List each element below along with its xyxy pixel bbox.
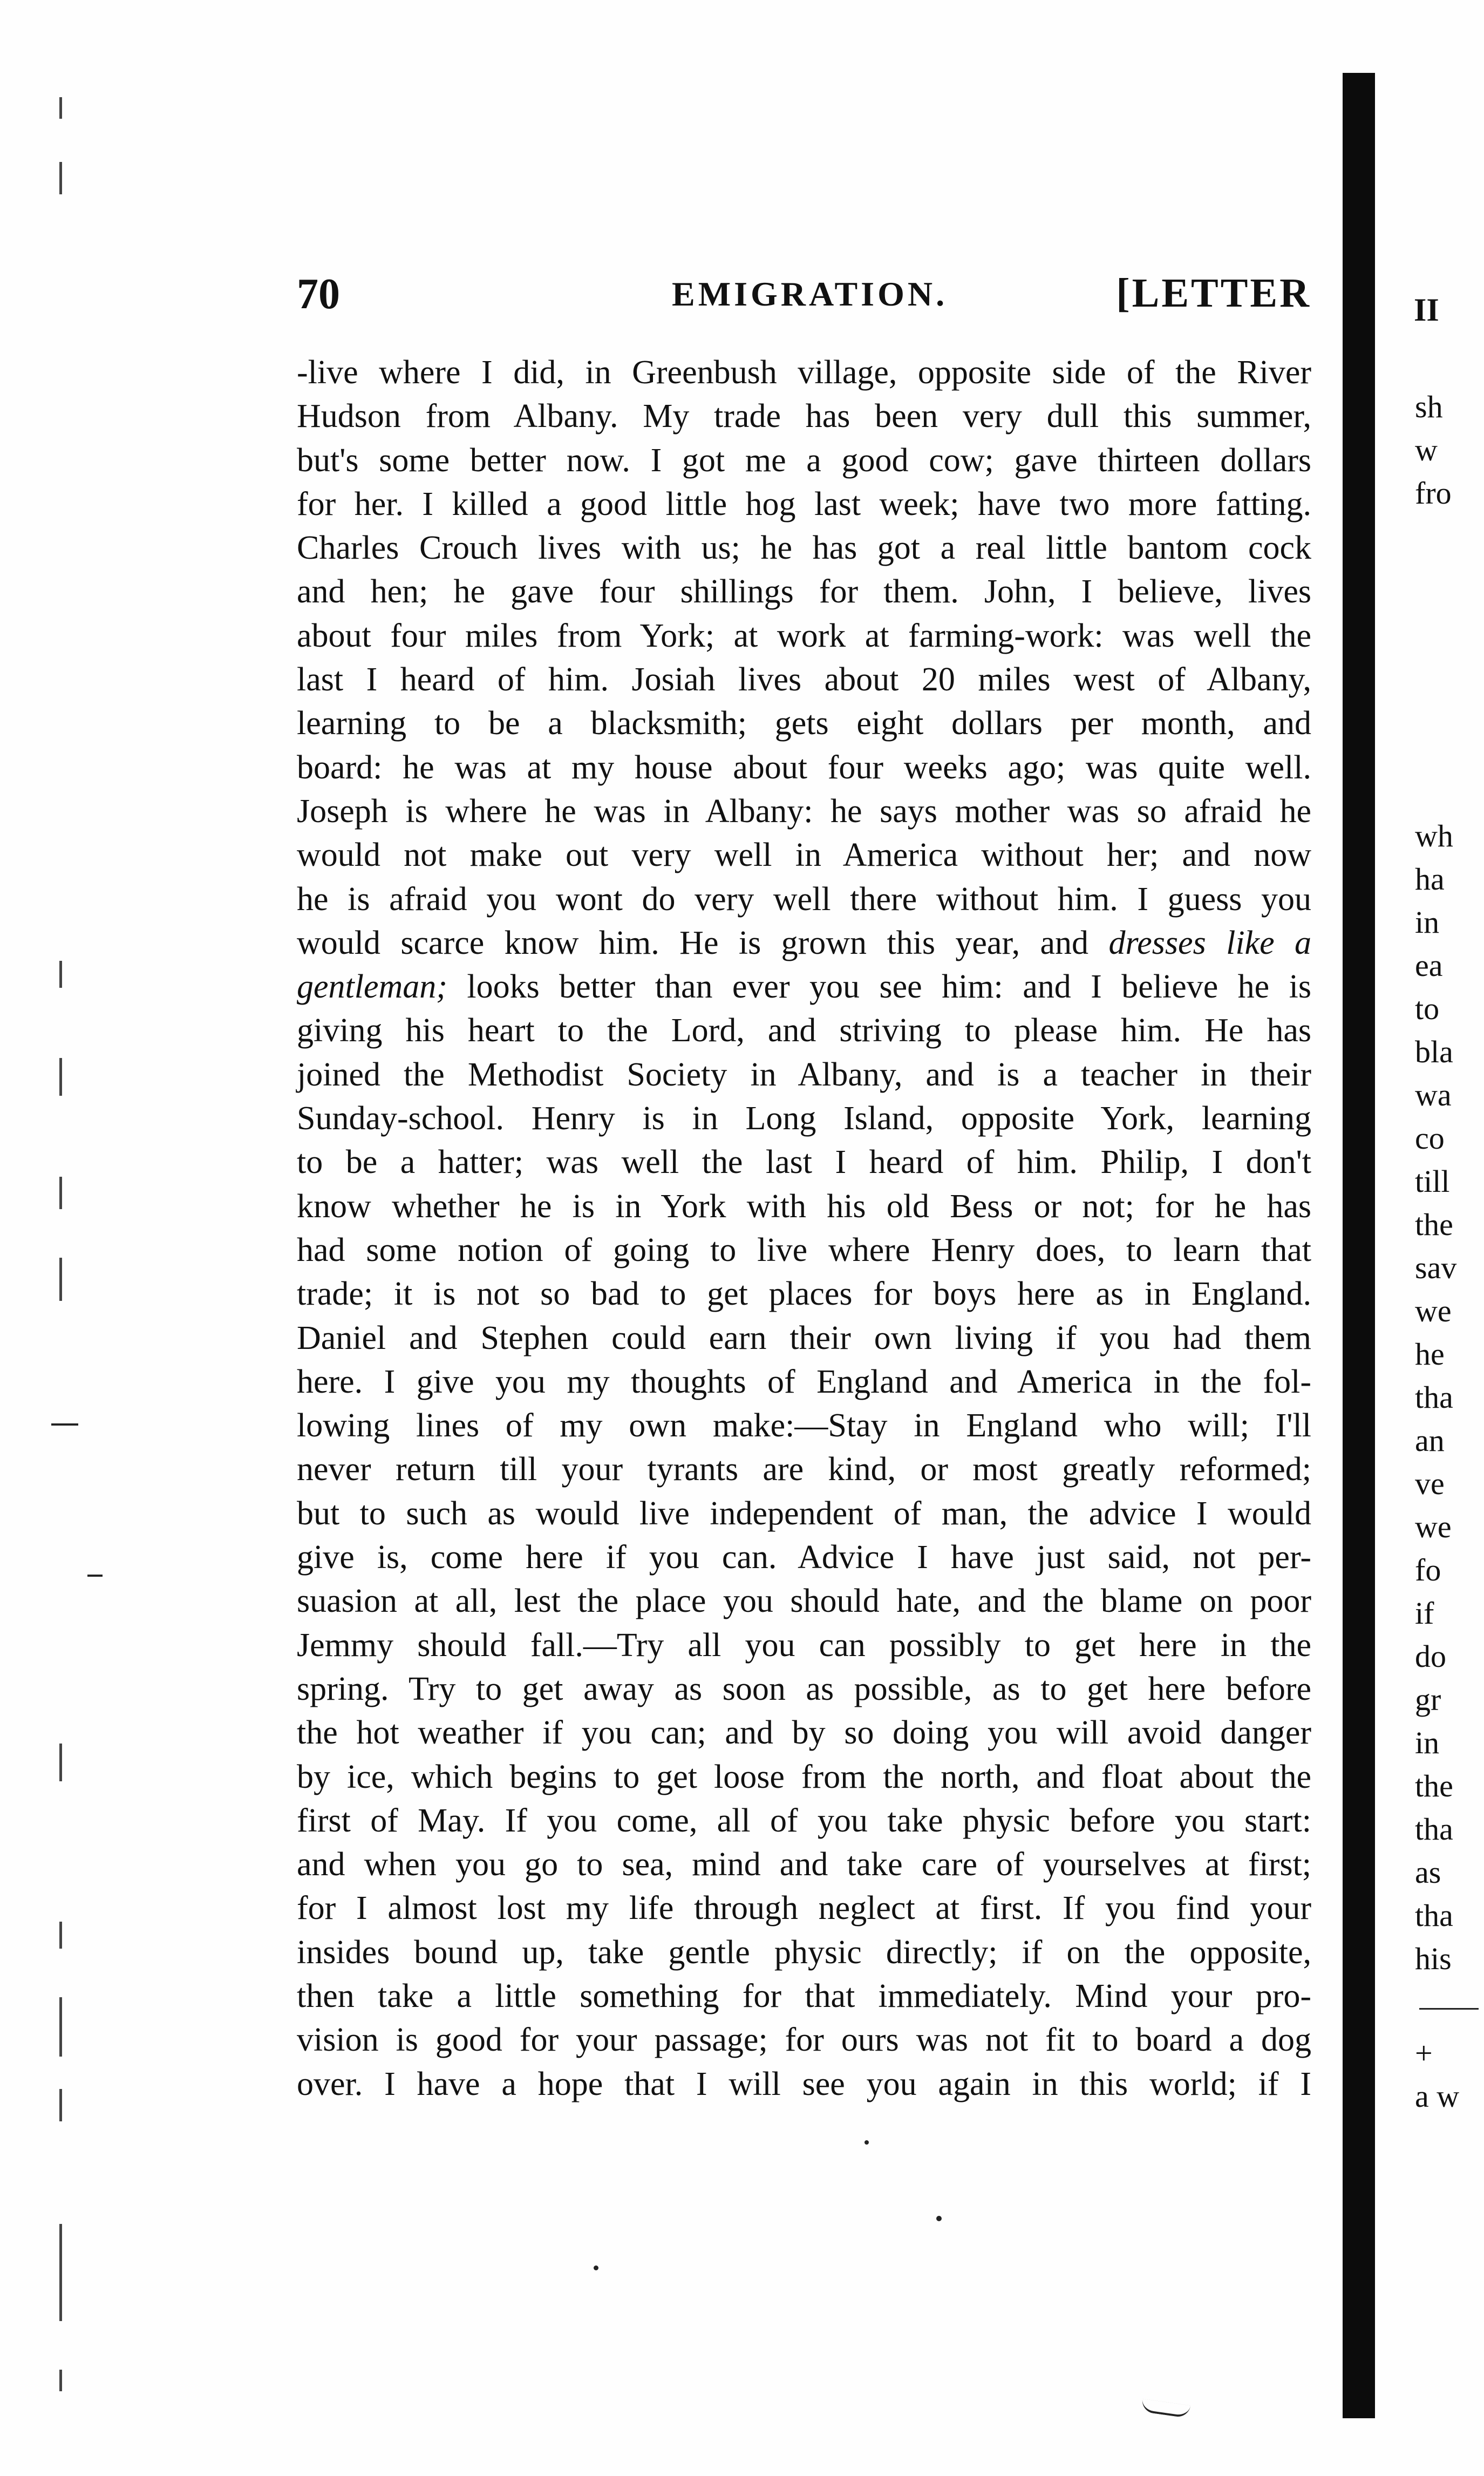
facing-text-fragment: do [1415,1639,1446,1674]
facing-text-fragment: till [1415,1164,1450,1199]
text-line: Hudson from Albany. My trade has been very dull this summer, [297,398,1311,435]
italic-emphasis: gentleman; [297,968,447,1006]
pencil-mark [1141,2399,1190,2418]
facing-text-fragment: fro [1415,476,1452,511]
text-line: -live where I did, in Greenbush village, opposite side of the River [297,354,1311,391]
text-line: spring. Try to get away as soon as possible, as to get here before [297,1670,1311,1707]
text-line: but's some better now. I got me a good cow; gave thirteen dollars [297,442,1311,479]
text-line: and hen; he gave four shillings for them. John, I believe, lives [297,573,1311,610]
facing-rule [1419,2008,1479,2010]
facing-text-fragment: gr [1415,1682,1441,1717]
letter-body [297,351,1311,2106]
text-line: board: he was at my house about four weeks ago; was quite well. [297,749,1311,786]
facing-text-fragment: we [1415,1509,1452,1544]
text-line: over. I have a hope that I will see you again in this world; if I [297,2065,1311,2102]
margin-dash [51,1423,78,1426]
italic-emphasis: dresses like a [1108,924,1311,961]
text-line: Sunday-school. Henry is in Long Island, opposite York, learning [297,1100,1311,1137]
page-number: 70 [297,270,340,318]
text-line: Daniel and Stephen could earn their own living if you had them [297,1319,1311,1356]
facing-text-fragment: if [1415,1596,1434,1631]
facing-text-fragment: co [1415,1121,1445,1156]
facing-text-fragment: the [1415,1207,1453,1242]
book-spine-shadow [1343,73,1375,2418]
text-line: would not make out very well in America without her; and now [297,837,1311,874]
ink-speck [864,2140,869,2145]
text-line: gentleman; looks better than ever you see him: and I believe he is [297,968,1311,1006]
text-line: about four miles from York; at work at farming-work: was well the [297,617,1311,654]
facing-text-fragment: w [1415,432,1438,467]
text-line: lowing lines of my own make:—Stay in England who will; I'll [297,1407,1311,1444]
text-line: insides bound up, take gentle physic directly; if on the opposite, [297,1934,1311,1971]
facing-text-fragment: tha [1415,1898,1453,1933]
facing-text-fragment: in [1415,1725,1440,1760]
facing-text-fragment: sh [1415,389,1443,424]
facing-text-fragment: sav [1415,1250,1457,1285]
page-header [297,270,1311,329]
text-line: Jemmy should fall.—Try all you can possibly to get here in the [297,1626,1311,1664]
facing-text-fragment: in [1415,905,1440,940]
facing-text-fragment: we [1415,1293,1452,1328]
facing-text-fragment: ve [1415,1466,1445,1501]
text-line: would scarce know him. He is grown this year, and dresses like a [297,924,1311,961]
facing-text-fragment: fo [1415,1552,1441,1588]
left-margin-bleed [49,0,81,2476]
facing-text-fragment: he [1415,1337,1445,1372]
facing-text-fragment: wa [1415,1077,1452,1112]
text-line: give is, come here if you can. Advice I have just said, not per- [297,1539,1311,1576]
text-line: by ice, which begins to get loose from the north, and float about the [297,1758,1311,1795]
facing-text-fragment: to [1415,991,1440,1026]
text-line: trade; it is not so bad to get places for boys here as in England. [297,1276,1311,1313]
text-line: Charles Crouch lives with us; he has got a real little bantom cock [297,530,1311,567]
ink-speck [594,2265,598,2270]
ink-speck [936,2216,942,2221]
text-line: had some notion of going to live where Henry does, to learn that [297,1231,1311,1268]
text-line: here. I give you my thoughts of England and America in the fol- [297,1363,1311,1400]
text-line: last I heard of him. Josiah lives about 20 miles west of Albany, [297,661,1311,698]
facing-text-fragment: tha [1415,1380,1453,1415]
text-line: he is afraid you wont do very well there without him. I guess you [297,880,1311,918]
text-line: learning to be a blacksmith; gets eight dollars per month, and [297,705,1311,742]
facing-text-fragment: tha [1415,1812,1453,1847]
facing-page-header: II [1414,292,1439,328]
text-line: to be a hatter; was well the last I heard of him. Philip, I don't [297,1144,1311,1181]
text-line: vision is good for your passage; for ours was not fit to board a dog [297,2021,1311,2059]
facing-text-fragment: the [1415,1768,1453,1803]
facing-text-fragment: bla [1415,1034,1453,1069]
running-title: EMIGRATION. [672,275,948,313]
text-line: then take a little something for that immediately. Mind your pro- [297,1977,1311,2014]
facing-text-fragment: + [1415,2036,1433,2071]
text-line: Joseph is where he was in Albany: he says mother was so afraid he [297,792,1311,830]
section-heading: [LETTER [1116,270,1311,316]
text-line: never return till your tyrants are kind, or most greatly reformed; [297,1451,1311,1488]
facing-text-fragment: a w [1415,2079,1460,2114]
facing-page-edge [1403,0,1484,2476]
text-line: for I almost lost my life through neglect at first. If you find your [297,1890,1311,1927]
facing-text-fragment: wh [1415,818,1453,853]
text-line: for her. I killed a good little hog last week; have two more fatting. [297,485,1311,523]
text-line: know whether he is in York with his old Bess or not; for he has [297,1188,1311,1225]
text-line: first of May. If you come, all of you take physic before you start: [297,1802,1311,1839]
facing-text-fragment: ha [1415,861,1445,897]
facing-text-fragment: ea [1415,948,1443,983]
text-line: joined the Methodist Society in Albany, and is a teacher in their [297,1056,1311,1093]
text-line: and when you go to sea, mind and take care of yourselves at first; [297,1846,1311,1883]
text-line: but to such as would live independent of man, the advice I would [297,1495,1311,1532]
text-line: the hot weather if you can; and by so doing you will avoid danger [297,1714,1311,1752]
margin-dash [87,1575,103,1577]
text-line: suasion at all, lest the place you should hate, and the blame on poor [297,1583,1311,1620]
facing-text-fragment: an [1415,1423,1445,1458]
text-line: giving his heart to the Lord, and striving to please him. He has [297,1012,1311,1049]
facing-text-fragment: as [1415,1855,1441,1890]
facing-text-fragment: his [1415,1941,1452,1976]
